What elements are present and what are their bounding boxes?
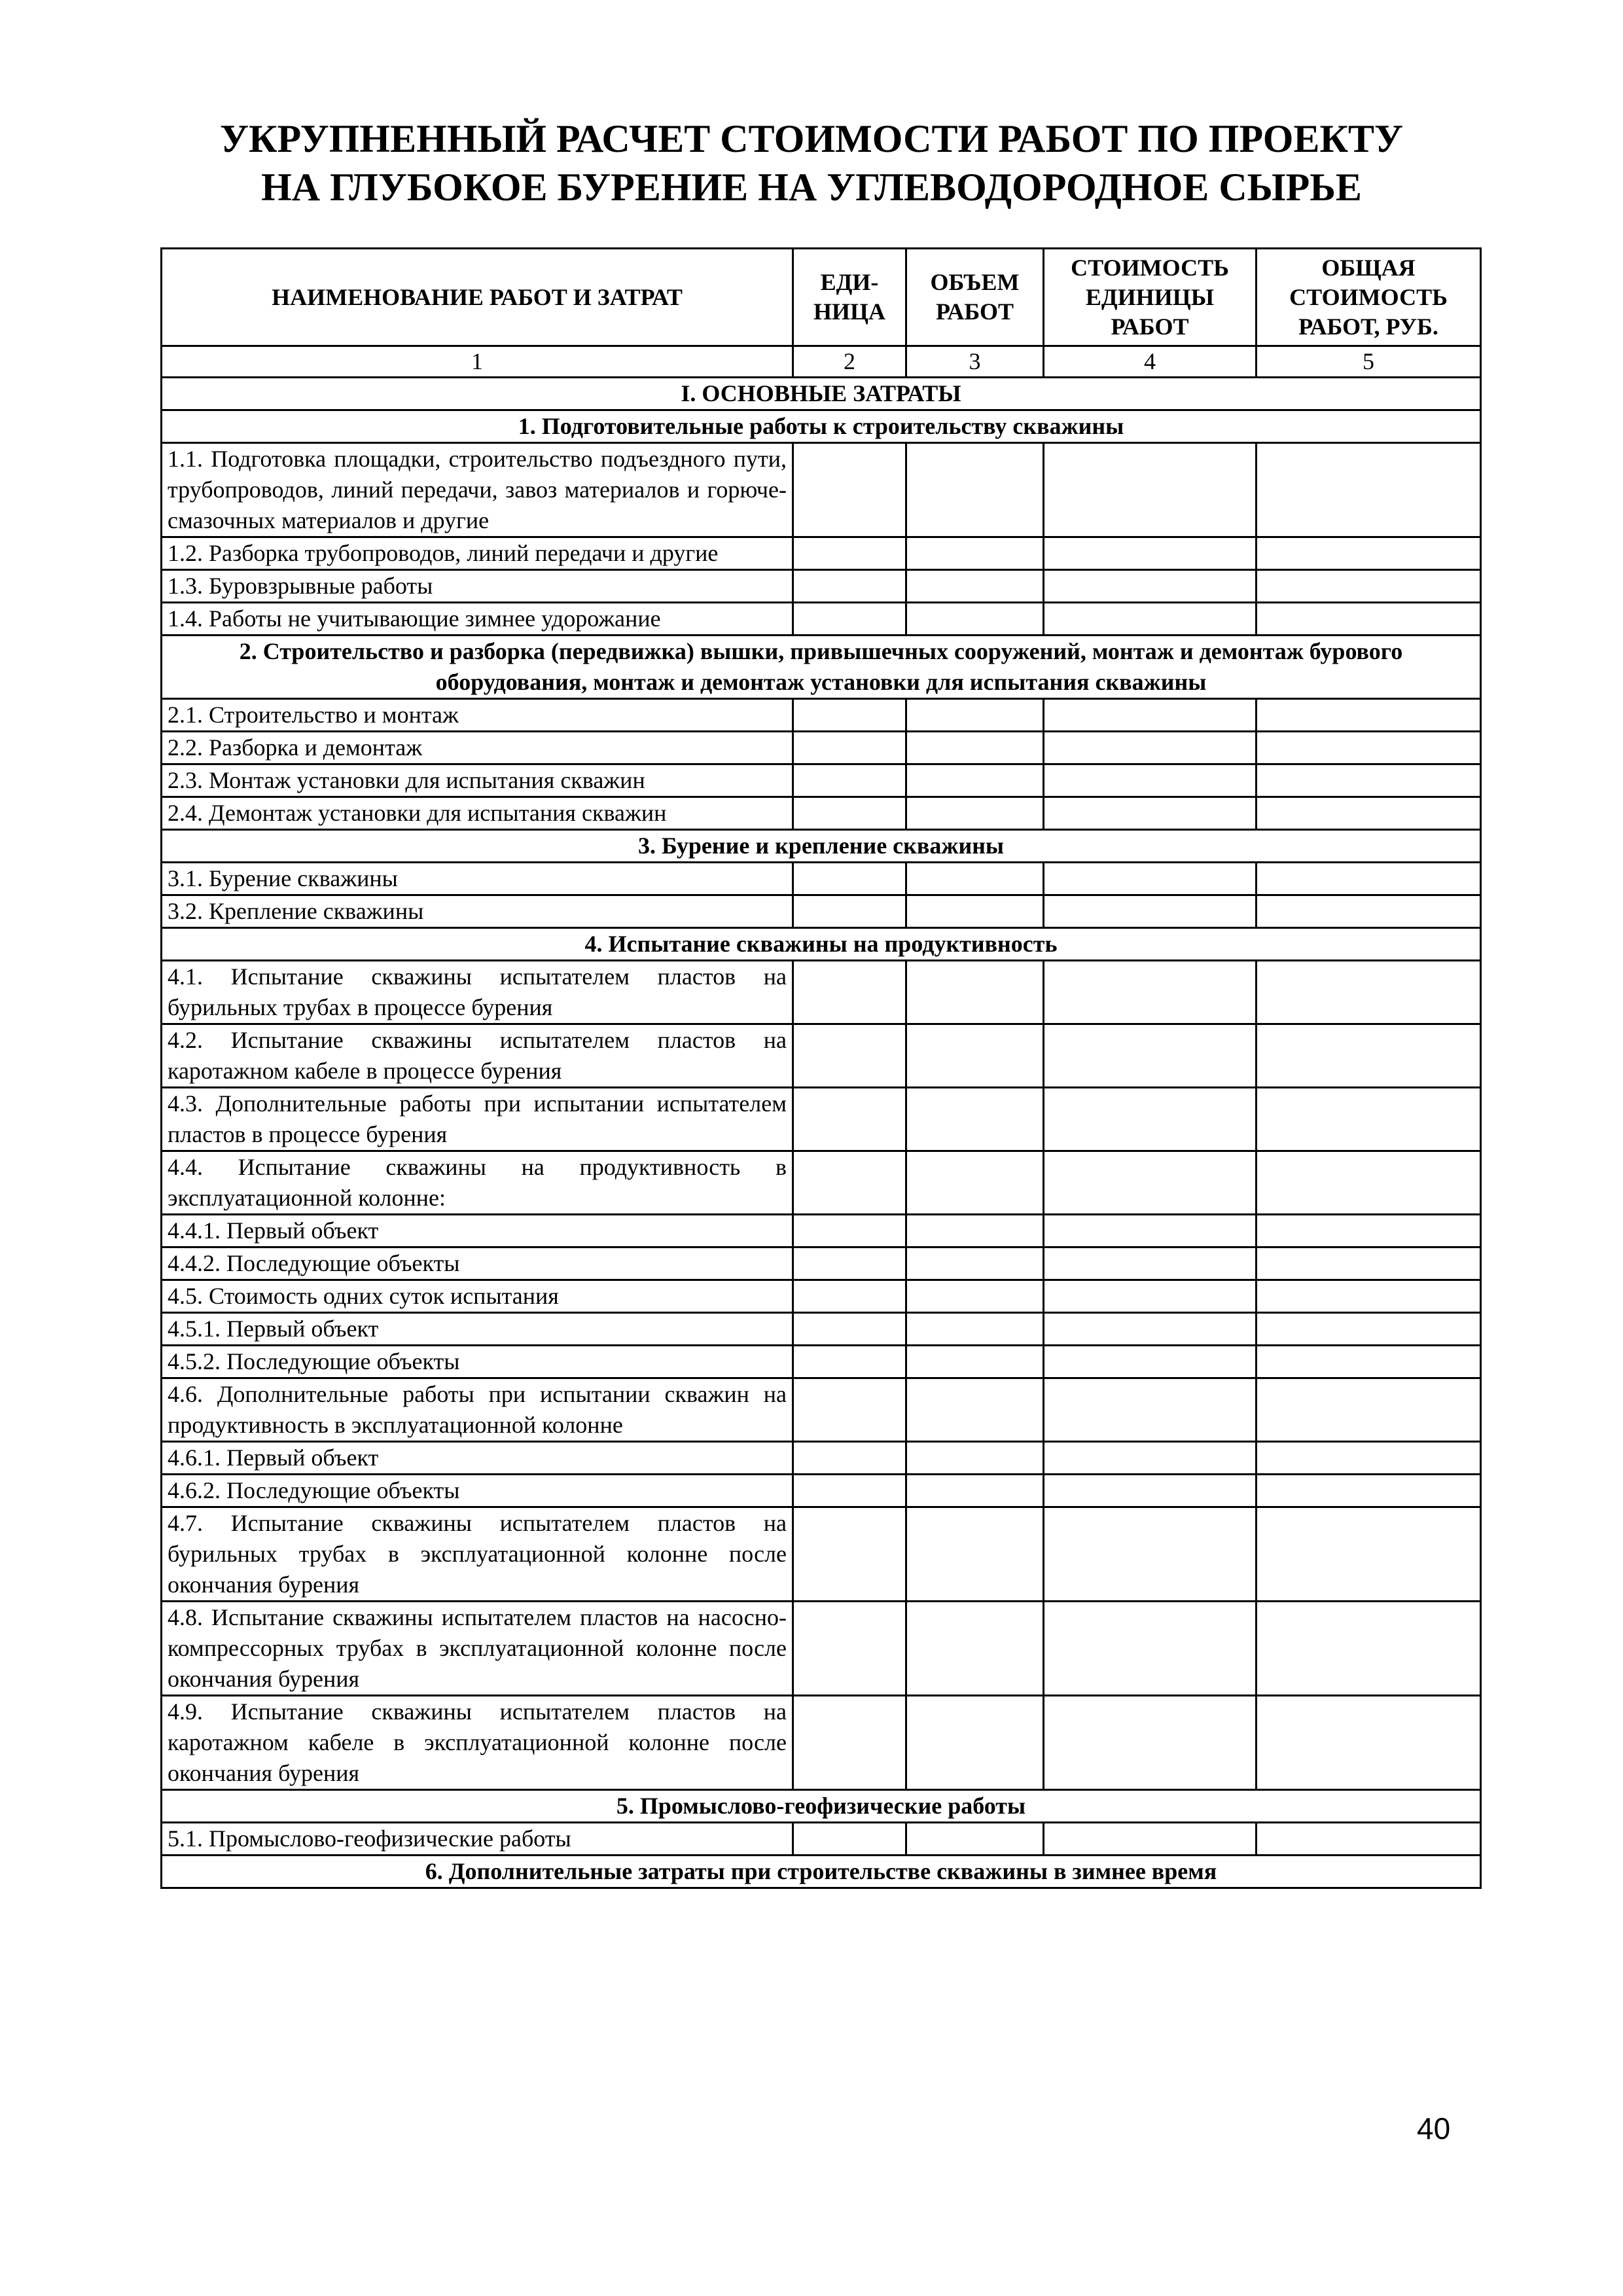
unit-cost-cell bbox=[1044, 1088, 1257, 1151]
unit-cost-cell bbox=[1044, 1024, 1257, 1088]
table-header-row bbox=[162, 249, 1481, 346]
unit-cost-cell bbox=[1044, 863, 1257, 895]
total-cost-cell bbox=[1257, 1247, 1481, 1280]
total-cost-cell bbox=[1257, 895, 1481, 928]
work-item-name: 3.2. Крепление скважины bbox=[162, 895, 793, 928]
unit-cost-cell bbox=[1044, 699, 1257, 732]
work-item-name: 4.5.1. Первый объект bbox=[162, 1313, 793, 1346]
total-cost-cell bbox=[1257, 1280, 1481, 1313]
table-row bbox=[162, 1442, 1481, 1475]
table-row bbox=[162, 1475, 1481, 1507]
work-item-name: 5.1. Промыслово-геофизические работы bbox=[162, 1823, 793, 1856]
total-cost-cell bbox=[1257, 1823, 1481, 1856]
table-row bbox=[162, 570, 1481, 603]
section-title: 4. Испытание скважины на продуктивность bbox=[162, 928, 1481, 961]
total-cost-cell bbox=[1257, 1313, 1481, 1346]
total-cost-cell bbox=[1257, 603, 1481, 636]
total-cost-cell bbox=[1257, 732, 1481, 764]
section-title-row bbox=[162, 1790, 1481, 1823]
total-cost-cell bbox=[1257, 797, 1481, 830]
work-item-name: 4.2. Испытание скважины испытателем пластов на каротажном кабеле в процессе бурения bbox=[162, 1024, 793, 1088]
header-name: НАИМЕНОВАНИЕ РАБОТ И ЗАТРАТ bbox=[162, 249, 793, 346]
work-item-name: 4.4. Испытание скважины на продуктивность в эксплуатационной колонне: bbox=[162, 1151, 793, 1215]
unit-cost-cell bbox=[1044, 764, 1257, 797]
unit-cell bbox=[793, 1247, 906, 1280]
volume-cell bbox=[906, 732, 1044, 764]
volume-cell bbox=[906, 1024, 1044, 1088]
volume-cell bbox=[906, 1442, 1044, 1475]
volume-cell bbox=[906, 1247, 1044, 1280]
work-item-name: 4.6. Дополнительные работы при испытании скважин на продуктивность в эксплуатационной колонне bbox=[162, 1378, 793, 1442]
work-item-name: 2.1. Строительство и монтаж bbox=[162, 699, 793, 732]
cost-table bbox=[160, 247, 1482, 1889]
volume-cell bbox=[906, 1378, 1044, 1442]
work-item-name: 4.4.1. Первый объект bbox=[162, 1215, 793, 1247]
volume-cell bbox=[906, 1507, 1044, 1602]
table-row bbox=[162, 1280, 1481, 1313]
volume-cell bbox=[906, 1215, 1044, 1247]
work-item-name: 1.4. Работы не учитывающие зимнее удорожание bbox=[162, 603, 793, 636]
volume-cell bbox=[906, 443, 1044, 537]
volume-cell bbox=[906, 1151, 1044, 1215]
column-number: 3 bbox=[906, 346, 1044, 378]
table-row bbox=[162, 1088, 1481, 1151]
unit-cost-cell bbox=[1044, 570, 1257, 603]
table-row bbox=[162, 699, 1481, 732]
table-row bbox=[162, 1507, 1481, 1602]
unit-cell bbox=[793, 732, 906, 764]
unit-cell bbox=[793, 1346, 906, 1378]
unit-cell bbox=[793, 537, 906, 570]
unit-cell bbox=[793, 1696, 906, 1790]
unit-cost-cell bbox=[1044, 1313, 1257, 1346]
total-cost-cell bbox=[1257, 1696, 1481, 1790]
unit-cost-cell bbox=[1044, 961, 1257, 1024]
work-item-name: 4.1. Испытание скважины испытателем пластов на бурильных трубах в процессе бурения bbox=[162, 961, 793, 1024]
table-row bbox=[162, 764, 1481, 797]
table-row bbox=[162, 1024, 1481, 1088]
work-item-name: 3.1. Бурение скважины bbox=[162, 863, 793, 895]
unit-cell bbox=[793, 1088, 906, 1151]
header-unit-cost: СТОИМОСТЬ ЕДИНИЦЫ РАБОТ bbox=[1044, 249, 1257, 346]
main-section-row bbox=[162, 378, 1481, 410]
volume-cell bbox=[906, 537, 1044, 570]
unit-cost-cell bbox=[1044, 443, 1257, 537]
unit-cell bbox=[793, 1823, 906, 1856]
unit-cost-cell bbox=[1044, 895, 1257, 928]
page-number: 40 bbox=[1417, 2111, 1451, 2145]
total-cost-cell bbox=[1257, 1024, 1481, 1088]
unit-cell bbox=[793, 1602, 906, 1696]
work-item-name: 4.3. Дополнительные работы при испытании испытателем пластов в процессе бурения bbox=[162, 1088, 793, 1151]
unit-cost-cell bbox=[1044, 1280, 1257, 1313]
total-cost-cell bbox=[1257, 1602, 1481, 1696]
work-item-name: 4.8. Испытание скважины испытателем пластов на насосно-компрессорных трубах в эксплуатационной колонне после окончания бурения bbox=[162, 1602, 793, 1696]
document-title bbox=[0, 115, 1623, 211]
unit-cost-cell bbox=[1044, 1378, 1257, 1442]
volume-cell bbox=[906, 961, 1044, 1024]
total-cost-cell bbox=[1257, 1088, 1481, 1151]
unit-cell bbox=[793, 1313, 906, 1346]
table-row bbox=[162, 1696, 1481, 1790]
total-cost-cell bbox=[1257, 961, 1481, 1024]
table-row bbox=[162, 1823, 1481, 1856]
volume-cell bbox=[906, 1602, 1044, 1696]
table-row bbox=[162, 863, 1481, 895]
column-number: 5 bbox=[1257, 346, 1481, 378]
section-title-row bbox=[162, 830, 1481, 863]
unit-cost-cell bbox=[1044, 1475, 1257, 1507]
section-title: 2. Строительство и разборка (передвижка) вышки, привышечных сооружений, монтаж и демонтаж бурового оборудования, монтаж и демонтаж установки для испытания скважины bbox=[162, 636, 1481, 699]
header-volume: ОБЪЕМ РАБОТ bbox=[906, 249, 1044, 346]
table-row bbox=[162, 443, 1481, 537]
total-cost-cell bbox=[1257, 699, 1481, 732]
work-item-name: 1.1. Подготовка площадки, строительство подъездного пути, трубопроводов, линий передачи, завоз материалов и горюче-смазочных материалов и другие bbox=[162, 443, 793, 537]
table-row bbox=[162, 1602, 1481, 1696]
work-item-name: 4.6.1. Первый объект bbox=[162, 1442, 793, 1475]
volume-cell bbox=[906, 797, 1044, 830]
work-item-name: 1.2. Разборка трубопроводов, линий передачи и другие bbox=[162, 537, 793, 570]
section-title-row bbox=[162, 928, 1481, 961]
work-item-name: 4.5.2. Последующие объекты bbox=[162, 1346, 793, 1378]
unit-cost-cell bbox=[1044, 797, 1257, 830]
unit-cell bbox=[793, 961, 906, 1024]
unit-cost-cell bbox=[1044, 1602, 1257, 1696]
table-row bbox=[162, 1215, 1481, 1247]
table-row bbox=[162, 1313, 1481, 1346]
total-cost-cell bbox=[1257, 443, 1481, 537]
title-line-1: УКРУПНЕННЫЙ РАСЧЕТ СТОИМОСТИ РАБОТ ПО ПРОЕКТУ bbox=[220, 117, 1403, 160]
table-row bbox=[162, 1378, 1481, 1442]
volume-cell bbox=[906, 1346, 1044, 1378]
volume-cell bbox=[906, 863, 1044, 895]
unit-cell bbox=[793, 1151, 906, 1215]
total-cost-cell bbox=[1257, 1442, 1481, 1475]
unit-cell bbox=[793, 1475, 906, 1507]
table-row bbox=[162, 732, 1481, 764]
unit-cell bbox=[793, 895, 906, 928]
volume-cell bbox=[906, 1475, 1044, 1507]
volume-cell bbox=[906, 764, 1044, 797]
table-row bbox=[162, 895, 1481, 928]
total-cost-cell bbox=[1257, 1151, 1481, 1215]
work-item-name: 1.3. Буровзрывные работы bbox=[162, 570, 793, 603]
unit-cost-cell bbox=[1044, 1696, 1257, 1790]
volume-cell bbox=[906, 699, 1044, 732]
total-cost-cell bbox=[1257, 1378, 1481, 1442]
total-cost-cell bbox=[1257, 1346, 1481, 1378]
unit-cost-cell bbox=[1044, 1823, 1257, 1856]
unit-cell bbox=[793, 1378, 906, 1442]
unit-cost-cell bbox=[1044, 1507, 1257, 1602]
unit-cost-cell bbox=[1044, 1346, 1257, 1378]
table-row bbox=[162, 797, 1481, 830]
volume-cell bbox=[906, 570, 1044, 603]
column-number: 2 bbox=[793, 346, 906, 378]
unit-cell bbox=[793, 764, 906, 797]
volume-cell bbox=[906, 1696, 1044, 1790]
work-item-name: 2.3. Монтаж установки для испытания скважин bbox=[162, 764, 793, 797]
section-title: 6. Дополнительные затраты при строительстве скважины в зимнее время bbox=[162, 1856, 1481, 1888]
section-title-row bbox=[162, 1856, 1481, 1888]
work-item-name: 4.5. Стоимость одних суток испытания bbox=[162, 1280, 793, 1313]
total-cost-cell bbox=[1257, 570, 1481, 603]
unit-cell bbox=[793, 1442, 906, 1475]
total-cost-cell bbox=[1257, 764, 1481, 797]
unit-cost-cell bbox=[1044, 603, 1257, 636]
table-row bbox=[162, 1346, 1481, 1378]
volume-cell bbox=[906, 895, 1044, 928]
unit-cell bbox=[793, 1507, 906, 1602]
title-line-2: НА ГЛУБОКОЕ БУРЕНИЕ НА УГЛЕВОДОРОДНОЕ СЫРЬЕ bbox=[261, 166, 1362, 209]
unit-cell bbox=[793, 1280, 906, 1313]
section-title: 5. Промыслово-геофизические работы bbox=[162, 1790, 1481, 1823]
header-unit: ЕДИ- НИЦА bbox=[793, 249, 906, 346]
table-row bbox=[162, 961, 1481, 1024]
volume-cell bbox=[906, 1313, 1044, 1346]
total-cost-cell bbox=[1257, 1215, 1481, 1247]
unit-cell bbox=[793, 1215, 906, 1247]
column-number: 4 bbox=[1044, 346, 1257, 378]
volume-cell bbox=[906, 1823, 1044, 1856]
section-title-row bbox=[162, 410, 1481, 443]
volume-cell bbox=[906, 1280, 1044, 1313]
header-total-cost: ОБЩАЯ СТОИМОСТЬ РАБОТ, РУБ. bbox=[1257, 249, 1481, 346]
unit-cell bbox=[793, 863, 906, 895]
work-item-name: 4.9. Испытание скважины испытателем пластов на каротажном кабеле в эксплуатационной колонне после окончания бурения bbox=[162, 1696, 793, 1790]
section-title: 1. Подготовительные работы к строительству скважины bbox=[162, 410, 1481, 443]
table-row bbox=[162, 1247, 1481, 1280]
work-item-name: 4.4.2. Последующие объекты bbox=[162, 1247, 793, 1280]
unit-cost-cell bbox=[1044, 732, 1257, 764]
unit-cost-cell bbox=[1044, 1151, 1257, 1215]
column-number-row bbox=[162, 346, 1481, 378]
total-cost-cell bbox=[1257, 863, 1481, 895]
section-title-row bbox=[162, 636, 1481, 699]
total-cost-cell bbox=[1257, 1507, 1481, 1602]
column-number: 1 bbox=[162, 346, 793, 378]
unit-cost-cell bbox=[1044, 1442, 1257, 1475]
unit-cost-cell bbox=[1044, 1247, 1257, 1280]
work-item-name: 2.2. Разборка и демонтаж bbox=[162, 732, 793, 764]
table-row bbox=[162, 537, 1481, 570]
volume-cell bbox=[906, 603, 1044, 636]
work-item-name: 4.7. Испытание скважины испытателем пластов на бурильных трубах в эксплуатационной колонне после окончания бурения bbox=[162, 1507, 793, 1602]
section-title: 3. Бурение и крепление скважины bbox=[162, 830, 1481, 863]
unit-cost-cell bbox=[1044, 1215, 1257, 1247]
total-cost-cell bbox=[1257, 1475, 1481, 1507]
table-row bbox=[162, 1151, 1481, 1215]
unit-cell bbox=[793, 1024, 906, 1088]
unit-cell bbox=[793, 443, 906, 537]
work-item-name: 2.4. Демонтаж установки для испытания скважин bbox=[162, 797, 793, 830]
unit-cell bbox=[793, 603, 906, 636]
table-row bbox=[162, 603, 1481, 636]
work-item-name: 4.6.2. Последующие объекты bbox=[162, 1475, 793, 1507]
total-cost-cell bbox=[1257, 537, 1481, 570]
main-section-title: I. ОСНОВНЫЕ ЗАТРАТЫ bbox=[162, 378, 1481, 410]
volume-cell bbox=[906, 1088, 1044, 1151]
unit-cell bbox=[793, 570, 906, 603]
unit-cost-cell bbox=[1044, 537, 1257, 570]
unit-cell bbox=[793, 797, 906, 830]
unit-cell bbox=[793, 699, 906, 732]
